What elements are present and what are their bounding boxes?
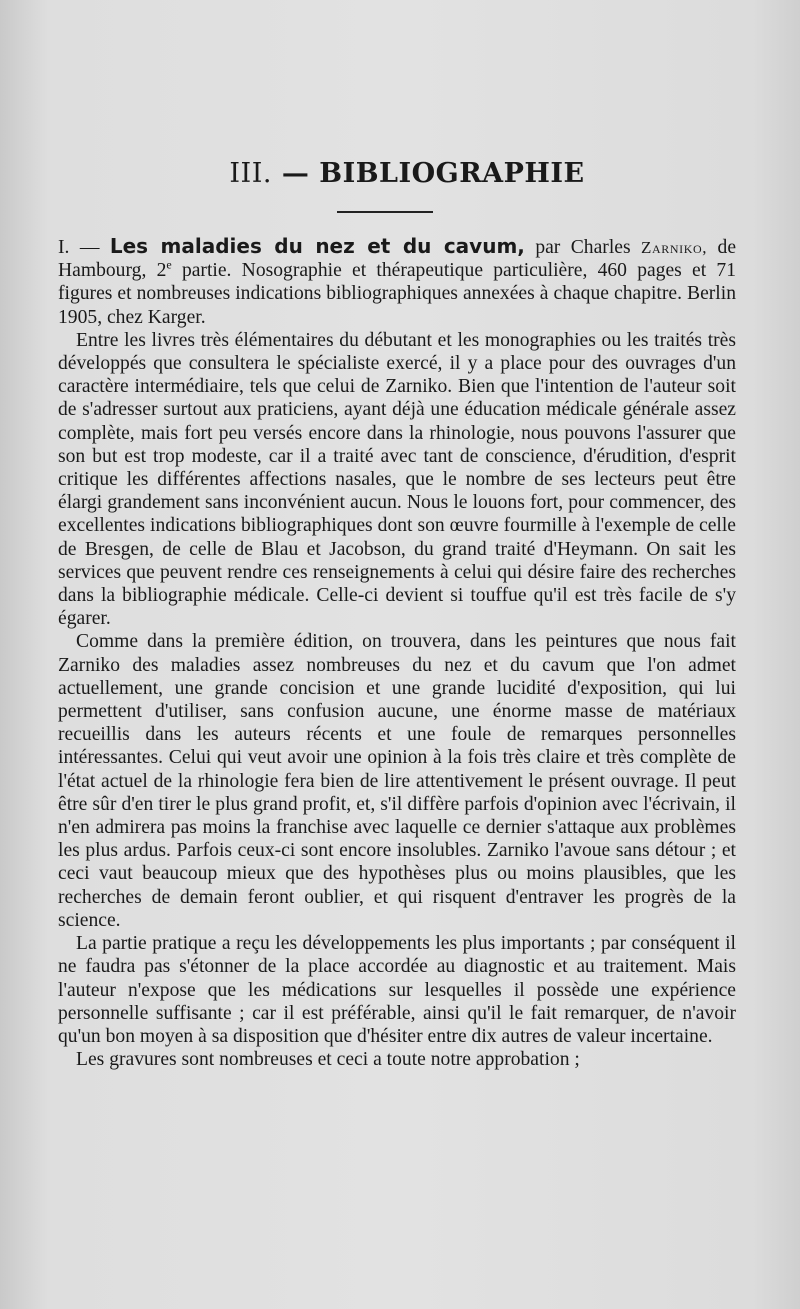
heading-rule <box>337 211 433 213</box>
entry-author-name: Zarniko, <box>641 238 708 257</box>
page-content <box>58 158 736 1071</box>
review-paragraph: Les gravures sont nombreuses et ceci a toute notre approbation ; <box>76 1049 580 1071</box>
entry-details-1: de Hambourg, 2 <box>58 237 737 282</box>
entry-author-prefix: par Charles <box>535 237 631 258</box>
entry-details-2: partie. Nosographie et thérapeutique particulière, 460 pages et 71 figures et nombreuses indications bibliographiques annexées à chaque chapitre. Berlin 1905, chez Karger. <box>58 260 736 328</box>
section-numeral: III. <box>229 158 272 189</box>
bibliography-entry <box>58 235 736 329</box>
entry-details-sup: e <box>166 257 172 272</box>
section-title: BIBLIOGRAPHIE <box>319 158 585 189</box>
section-dash: — <box>281 158 310 189</box>
review-paragraph: Entre les livres très élémentaires du débutant et les monographies ou les traités très développés que consultera le spécialiste exercé, il y a place pour des ouvrages d'un caractère intermédiaire, tels que celui de Zarniko. Bien que l'intention de l'auteur soit de s'adresser surtout aux praticiens, ayant déjà une éducation médicale générale assez complète, mais fort peu versés encore dans la rhinologie, nous pouvons l'assurer que son but est trop modeste, car il a traité avec tant de conscience, d'érudition, d'esprit critique les différentes affections nasales, que le nombre de ses lecteurs peut être élargi grandement sans inconvénient aucun. Nous le louons fort, pour commencer, des excellentes indications bibliographiques dont son œuvre fourmille à l'exemple de celle de Bresgen, de celle de Blau et Jacobson, du grand traité d'Heymann. On sait les services que peuvent rendre ces renseignements à celui qui désire faire des recherches dans la bibliographie médicale. Celle-ci devient si touffue qu'il est très facile de s'y égarer. <box>58 329 736 630</box>
entry-title: Les maladies du nez et du cavum, <box>109 234 525 258</box>
entry-dash: — <box>79 237 100 258</box>
review-paragraph: Comme dans la première édition, on trouvera, dans les peintures que nous fait Zarniko des maladies assez nombreuses du nez et du cavum que l'on admet actuellement, une grande concision et une grande lucidité d'exposition, qui lui permettent d'utiliser, sans confusion aucune, une énorme masse de matériaux recueillis dans les auteurs récents et une foule de remarques personnelles intéressantes. Celui qui veut avoir une opinion à la fois très claire et très complète de l'état actuel de la rhinologie fera bien de lire attentivement le présent ouvrage. Il peut être sûr d'en tirer le plus grand profit, et, s'il diffère parfois d'opinion avec l'écrivain, il n'en admirera pas moins la franchise avec laquelle ce dernier s'attaque aux problèmes les plus ardus. Parfois ceux-ci sont encore insolubles. Zarniko l'avoue sans détour ; et ceci vaut beaucoup mieux que des hypothèses plus ou moins plausibles, que les recherches de demain feront oublier, et qui risquent d'entraver les progrès de la science. <box>58 631 736 931</box>
entry-number: I. <box>58 237 70 258</box>
section-heading <box>58 158 736 189</box>
review-paragraph: La partie pratique a reçu les développements les plus importants ; par conséquent il ne faudra pas s'étonner de la place accordée au diagnostic et au traitement. Mais l'auteur n'expose que les médications sur lesquelles il possède une expérience personnelle suffisante ; car il est préférable, ainsi qu'il le fait remarquer, de n'avoir qu'un bon moyen à sa disposition que d'hésiter entre dix autres de valeur incertaine. <box>58 933 736 1047</box>
